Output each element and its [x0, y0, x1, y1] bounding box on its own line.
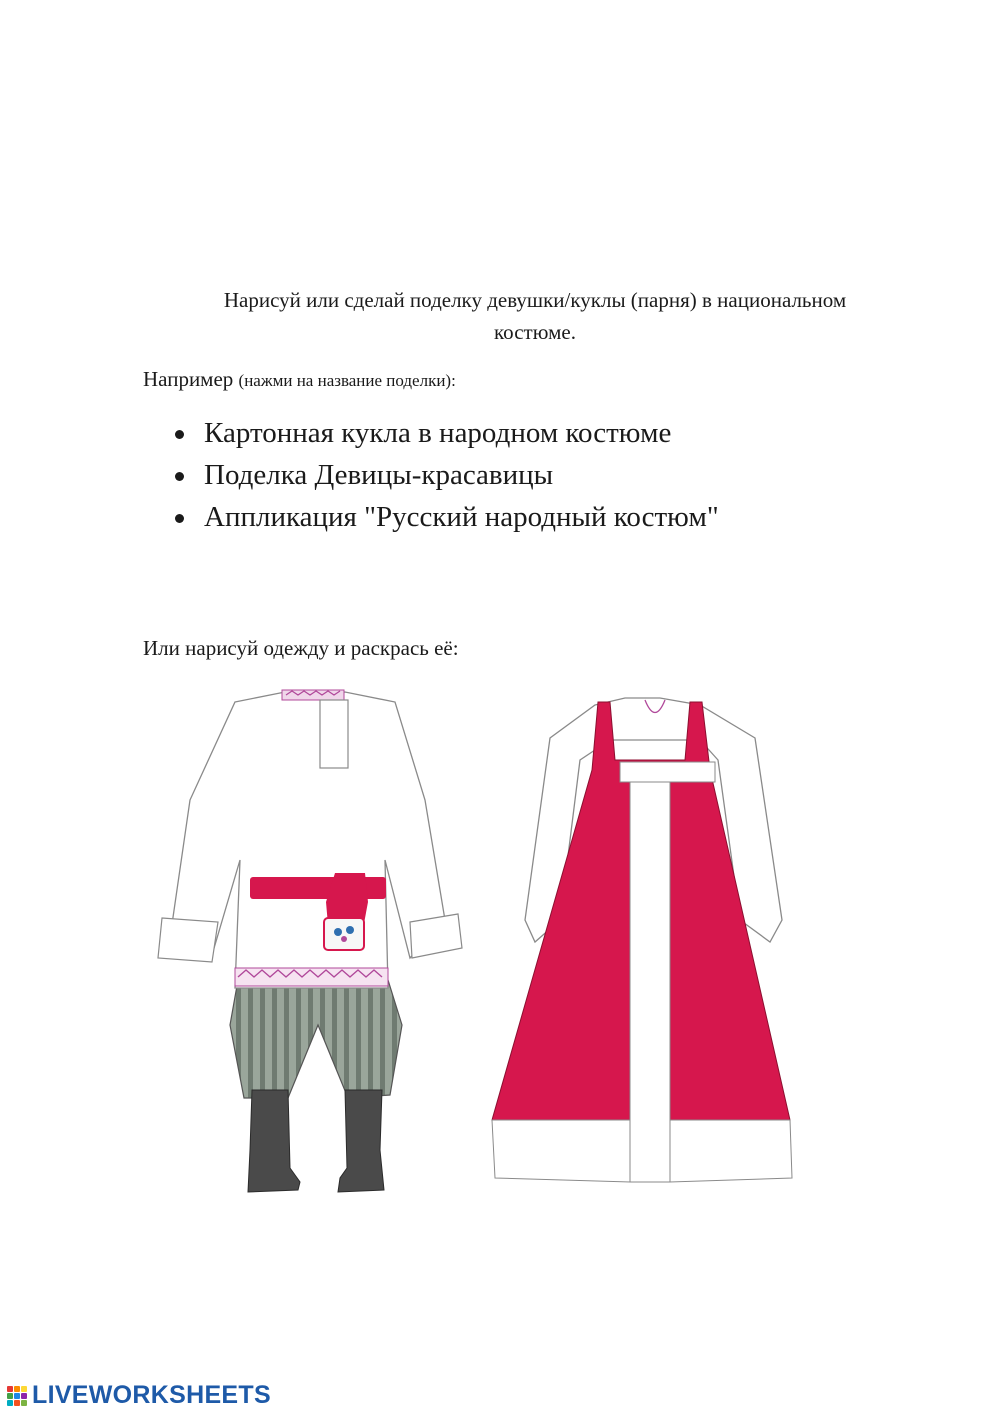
list-item	[142, 496, 719, 538]
example-heading	[143, 367, 456, 392]
trousers	[230, 980, 402, 1098]
logo-square	[21, 1386, 27, 1392]
logo-square	[21, 1393, 27, 1399]
craft-links-list	[142, 412, 719, 538]
bullet-icon	[175, 430, 184, 439]
logo-square	[14, 1400, 20, 1406]
instructions-line-1: Нарисуй или сделай поделку девушки/куклы (парня) в национальном	[223, 288, 847, 312]
craft-link-applique[interactable]: Аппликация "Русский народный костюм"	[204, 501, 719, 533]
liveworksheets-logo	[7, 1381, 271, 1410]
bullet-icon	[175, 472, 184, 481]
logo-square	[7, 1400, 13, 1406]
craft-link-maiden[interactable]: Поделка Девицы-красавицы	[204, 459, 554, 491]
left-cuff	[158, 918, 218, 962]
belt-ornament	[324, 918, 364, 950]
bullet-icon	[175, 514, 184, 523]
example-hint: (нажми на название поделки):	[238, 371, 456, 390]
sarafan-hem	[492, 1120, 630, 1182]
right-boot	[338, 1090, 384, 1192]
shirt-placket	[320, 700, 348, 768]
draw-prompt: Или нарисуй одежду и раскрась её:	[143, 636, 459, 660]
sarafan-waistband	[620, 762, 715, 782]
womens-costume	[492, 698, 792, 1182]
logo-square	[21, 1400, 27, 1406]
list-item	[142, 454, 719, 496]
logo-grid-icon	[7, 1386, 27, 1406]
list-item	[142, 412, 719, 454]
costume-illustration	[140, 680, 860, 1225]
logo-square	[14, 1386, 20, 1392]
brand-name: LIVEWORKSHEETS	[32, 1381, 271, 1409]
logo-square	[14, 1393, 20, 1399]
logo-square	[7, 1386, 13, 1392]
mens-costume	[158, 690, 462, 1192]
craft-link-cardboard-doll[interactable]: Картонная кукла в народном костюме	[204, 417, 672, 449]
right-cuff	[410, 914, 462, 958]
instructions-text	[150, 284, 920, 348]
left-boot	[248, 1090, 300, 1192]
sarafan-front-panel	[630, 780, 670, 1182]
instructions-line-2: костюме.	[494, 320, 576, 344]
example-lead: Например	[143, 367, 234, 391]
logo-square	[7, 1393, 13, 1399]
